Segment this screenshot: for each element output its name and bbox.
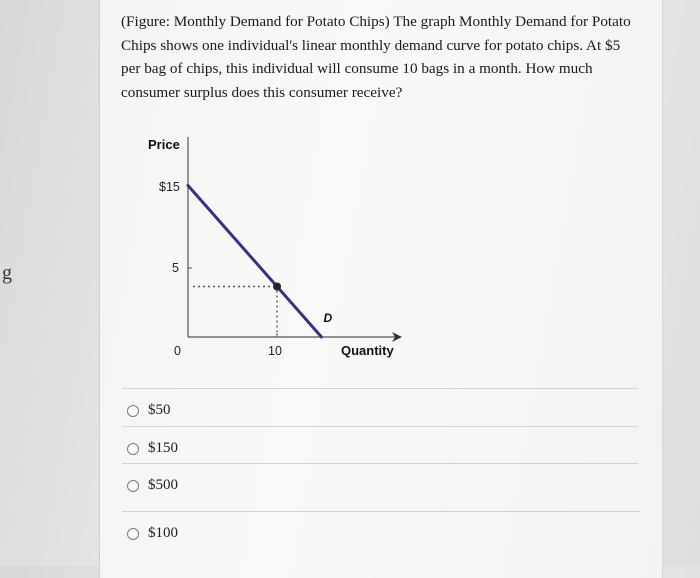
option-100[interactable] xyxy=(127,525,178,542)
radio-button[interactable] xyxy=(127,405,139,417)
option-label: $100 xyxy=(148,525,178,541)
option-divider xyxy=(122,511,640,512)
radio-button[interactable] xyxy=(127,443,139,455)
demand-curve xyxy=(188,186,322,338)
y-axis-title: Price xyxy=(148,137,180,152)
x-tick-label-10: 10 xyxy=(268,344,282,358)
option-label: $50 xyxy=(148,402,171,418)
x-axis-title: Quantity xyxy=(341,343,394,358)
option-divider xyxy=(122,426,638,427)
y-tick-label-0: 0 xyxy=(174,344,181,358)
demand-curve-label: D xyxy=(323,311,333,325)
radio-button[interactable] xyxy=(127,528,139,540)
edge-fragment-text: g xyxy=(2,262,12,284)
y-tick-label-15: $15 xyxy=(159,180,180,194)
option-150[interactable] xyxy=(127,440,178,457)
option-label: $150 xyxy=(148,440,178,456)
option-divider xyxy=(122,463,638,464)
demand-point-marker xyxy=(273,283,281,291)
demand-chart xyxy=(140,132,410,367)
question-text: (Figure: Monthly Demand for Potato Chips) The graph Monthly Demand for Potato Chips shows one individual's linear monthly demand curve for potato chips. At $5 per bag of chips, this individual will consume 10 bags in a month. How much consumer surplus does this consumer receive? xyxy=(121,13,631,101)
option-500[interactable] xyxy=(127,477,178,494)
radio-button[interactable] xyxy=(127,480,139,492)
option-divider xyxy=(122,388,638,389)
option-50[interactable] xyxy=(127,402,171,419)
y-tick-label-5: 5 xyxy=(172,261,179,275)
option-label: $500 xyxy=(148,477,178,493)
